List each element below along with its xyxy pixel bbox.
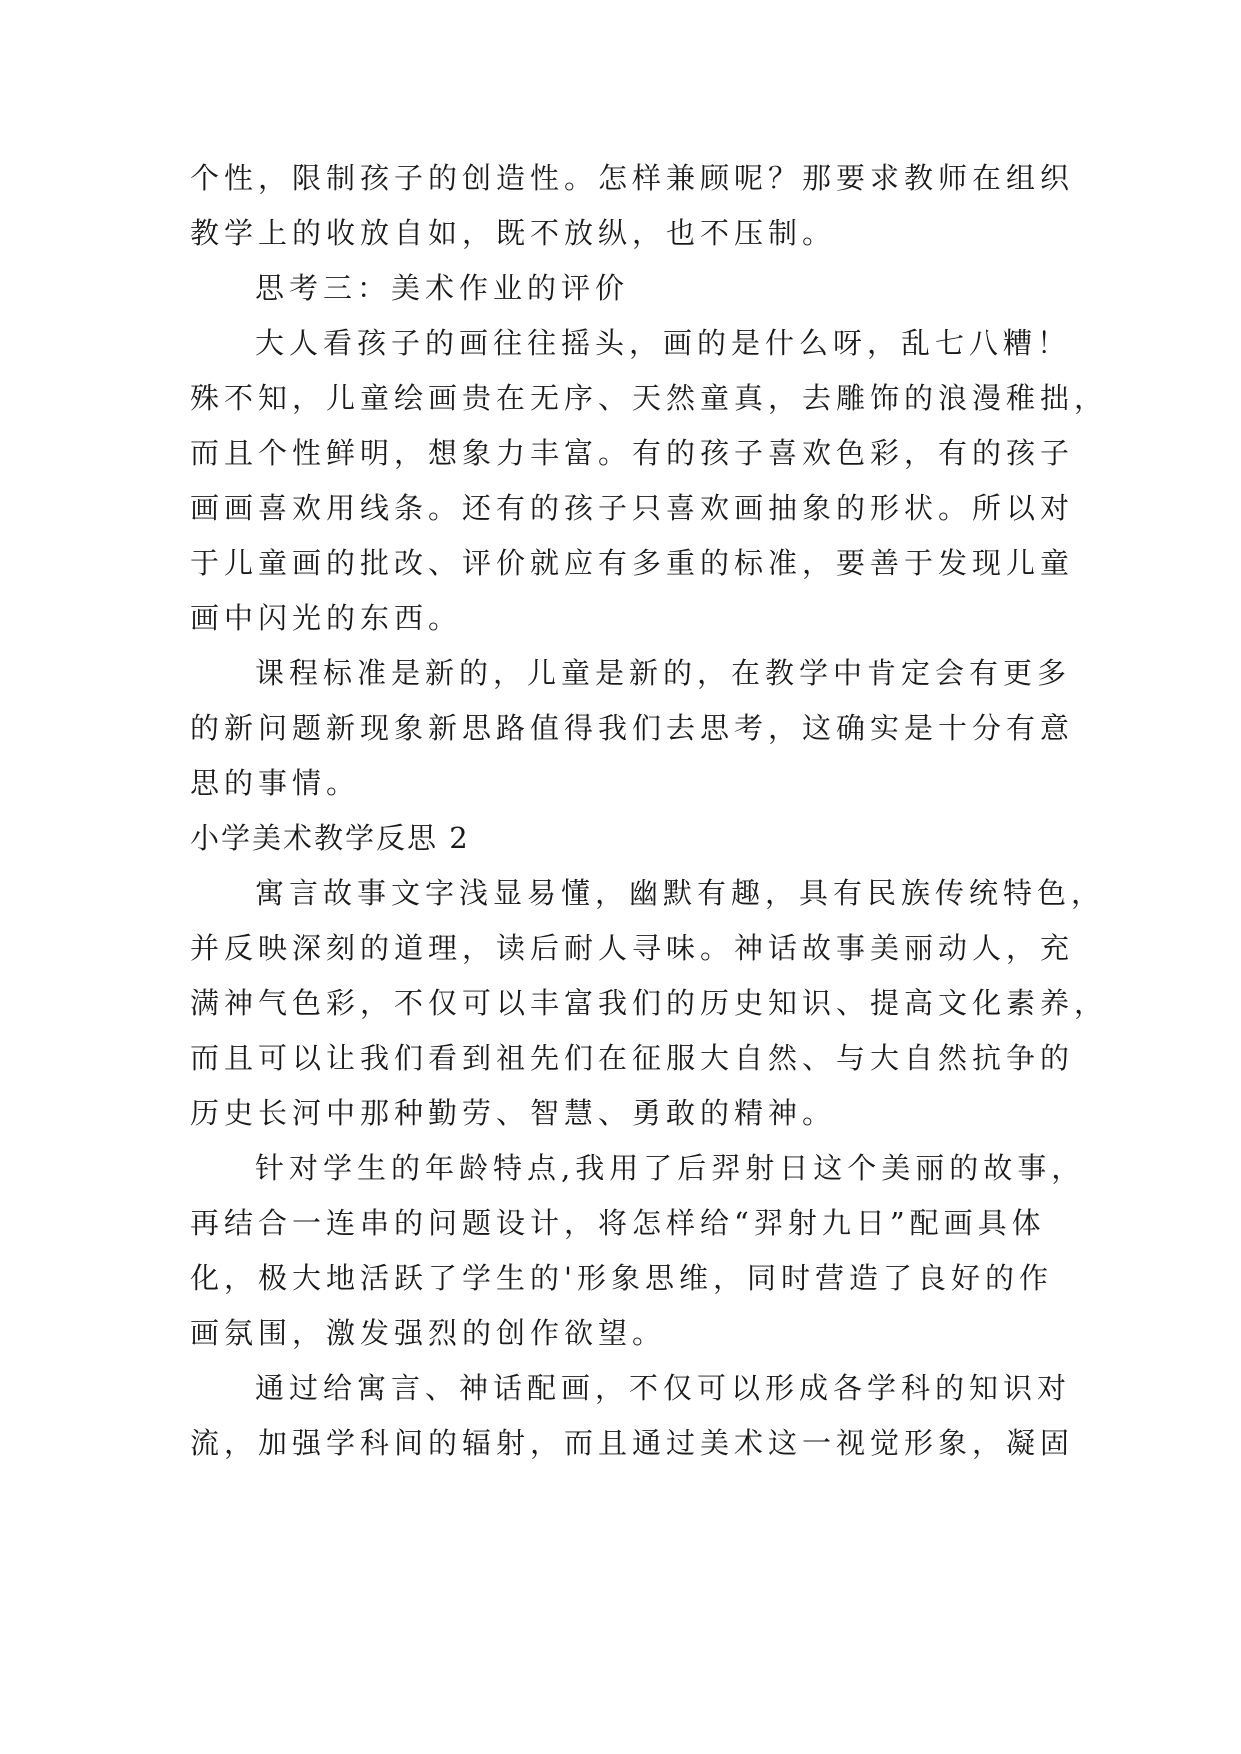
text-line: 教学上的收放自如，既不放纵，也不压制。 bbox=[190, 216, 837, 250]
text-line: 并反映深刻的道理，读后耐人寻味。神话故事美丽动人，充 bbox=[190, 931, 1075, 965]
text-line: 于儿童画的批改、评价就应有多重的标准，要善于发现儿童 bbox=[190, 546, 1075, 580]
text-line: 大人看孩子的画往往摇头，画的是什么呀，乱七八糟！ bbox=[255, 326, 1072, 360]
text-line: 而且可以让我们看到祖先们在征服大自然、与大自然抗争的 bbox=[190, 1041, 1075, 1075]
text-line: 针对学生的年龄特点,我用了后羿射日这个美丽的故事， bbox=[255, 1151, 1086, 1185]
text-line: 画画喜欢用线条。还有的孩子只喜欢画抽象的形状。所以对 bbox=[190, 491, 1075, 525]
section-heading: 小学美术教学反思 2 bbox=[190, 821, 470, 855]
text-line: 课程标准是新的，儿童是新的，在教学中肯定会有更多 bbox=[255, 656, 1072, 690]
text-line: 画中闪光的东西。 bbox=[190, 601, 463, 635]
text-line: 流，加强学科间的辐射，而且通过美术这一视觉形象，凝固 bbox=[190, 1426, 1075, 1460]
text-line: 画氛围，激发强烈的创作欲望。 bbox=[190, 1316, 667, 1350]
text-line: 满神气色彩，不仅可以丰富我们的历史知识、提高文化素养， bbox=[190, 986, 1109, 1020]
text-line: 而且个性鲜明，想象力丰富。有的孩子喜欢色彩，有的孩子 bbox=[190, 436, 1075, 470]
document-body bbox=[190, 158, 1109, 1478]
text-line: 历史长河中那种勤劳、智慧、勇敢的精神。 bbox=[190, 1096, 837, 1130]
text-line: 思的事情。 bbox=[190, 766, 361, 800]
text-line: 再结合一连串的问题设计，将怎样给“羿射九日”配画具体 bbox=[190, 1206, 1046, 1240]
text-line: 化，极大地活跃了学生的'形象思维，同时营造了良好的作 bbox=[190, 1261, 1053, 1295]
text-line: 思考三：美术作业的评价 bbox=[255, 271, 630, 305]
text-line: 寓言故事文字浅显易懂，幽默有趣，具有民族传统特色， bbox=[255, 876, 1106, 910]
text-line: 殊不知，儿童绘画贵在无序、天然童真，去雕饰的浪漫稚拙， bbox=[190, 381, 1109, 415]
text-line: 的新问题新现象新思路值得我们去思考，这确实是十分有意 bbox=[190, 711, 1075, 745]
text-line: 个性，限制孩子的创造性。怎样兼顾呢？那要求教师在组织 bbox=[190, 161, 1075, 195]
text-line: 通过给寓言、神话配画，不仅可以形成各学科的知识对 bbox=[255, 1371, 1072, 1405]
